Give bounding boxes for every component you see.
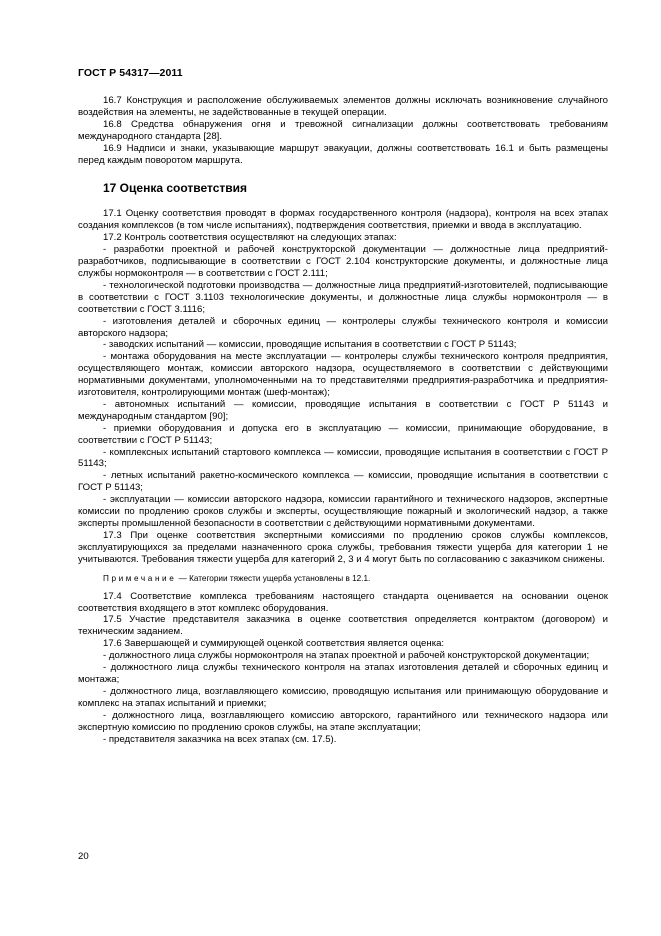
- list-item: - должностного лица службы технического контроля на этапах изготовления деталей и сборочных единиц и монтажа;: [78, 662, 608, 685]
- list-item: - должностного лица службы нормоконтроля на этапах проектной и рабочей конструкторской документации;: [103, 650, 590, 662]
- list-item: - должностного лица, возглавляющего комиссию, проводящую испытания или принимающую оборудование и комплекс на этапах испытаний и приемки;: [78, 685, 608, 709]
- paragraph-17-5: 17.5 Участие представителя заказчика в оценке соответствия определяется контрактом (договором) и техническим заданием.: [78, 614, 608, 638]
- document-header: ГОСТ Р 54317—2011: [78, 67, 183, 79]
- list-item: - автономных испытаний — комиссии, проводящие испытания в соответствии с ГОСТ Р 51143 и международным стандартом [90];: [78, 398, 608, 422]
- paragraph-17-1: 17.1 Оценку соответствия проводят в формах государственного контроля (надзора), контроля на всех этапах создания комплексов (в том числе испытаниях), подтверждения соответствия, приемки и ввода в эксплуатацию.: [78, 208, 608, 232]
- list-item: - технологической подготовки производства — должностные лица предприятий-изготовителей, подписывающие в соответствии с ГОСТ 3.1103 технологические документы, и должностные лица службы нормоконтроля — в соответствии с ГОСТ 3.1116;: [78, 279, 608, 315]
- list-item: - представителя заказчика на всех этапах (см. 17.5).: [103, 733, 337, 745]
- paragraph-16-7: 16.7 Конструкция и расположение обслуживаемых элементов должны исключать возникновение случайного воздействия на элементы, не задействованные в текущей операции.: [78, 95, 608, 118]
- paragraph-17-6: 17.6 Завершающей и суммирующей оценкой соответствия является оценка:: [103, 638, 445, 650]
- paragraph-16-9: 16.9 Надписи и знаки, указывающие маршрут эвакуации, должны соответствовать 16.1 и быть размещены перед каждым поворотом маршрута.: [78, 142, 608, 166]
- paragraph-17-4: 17.4 Соответствие комплекса требованиям настоящего стандарта оценивается на основании оценок соответствия входящего в этот комплекс оборудования.: [78, 590, 608, 614]
- note: [78, 573, 608, 584]
- note-label: Примечание: [103, 573, 177, 583]
- page-number: 20: [78, 851, 89, 862]
- page-content: [78, 95, 608, 745]
- list-item: - комплексных испытаний стартового комплекса — комиссии, проводящие испытания в соответствии с ГОСТ Р 51143;: [78, 446, 608, 470]
- list-item: - разработки проектной и рабочей конструкторской документации — должностные лица предприятий-разработчиков, подписывающие в соответствии с ГОСТ 2.104 конструкторские документы, и должностные лица службы нормоконтроля — в соответствии с ГОСТ 2.111;: [78, 244, 608, 279]
- list-item: - изготовления деталей и сборочных единиц — контролеры службы технического контроля и комиссии авторского надзора;: [78, 315, 608, 339]
- paragraph-16-8: 16.8 Средства обнаружения огня и тревожной сигнализации должны соответствовать требованиям международного стандарта [28].: [78, 118, 608, 142]
- list-item: - летных испытаний ракетно-космического комплекса — комиссии, проводящие испытания в соответствии с ГОСТ Р 51143;: [78, 470, 608, 494]
- paragraph-17-2: 17.2 Контроль соответствия осуществляют на следующих этапах:: [103, 232, 397, 244]
- list-item: - приемки оборудования и допуска его в эксплуатацию — комиссии, принимающие оборудование, в соответствии с ГОСТ Р 51143;: [78, 422, 608, 446]
- note-text: — Категории тяжести ущерба установлены в 12.1.: [176, 573, 371, 583]
- list-item: - монтажа оборудования на месте эксплуатации — контролеры службы технического контроля предприятия, осуществляющего монтаж, комиссии авторского надзора, осуществляемого в соответствии с действующими нормативными документами, уполномоченными на то представителями предприятия-разработчика и предприятия-изготовителя, контролирующими монтаж (шеф-монтаж);: [78, 351, 608, 399]
- list-item: - эксплуатации — комиссии авторского надзора, комиссии гарантийного и технического надзоров, экспертные комиссии по продлению сроков службы и эксперты, осуществляющие пожарный и экологический надзор, а также эксперты промышленной безопасности в соответствии с действующими нормативными документами.: [78, 494, 608, 529]
- list-item: - должностного лица, возглавляющего комиссию авторского, гарантийного или технического надзора или экспертную комиссию по продлению сроков службы, на этапе эксплуатации;: [78, 709, 608, 733]
- list-item: - заводских испытаний — комиссии, проводящие испытания в соответствии с ГОСТ Р 51143;: [103, 339, 517, 351]
- section-title: 17 Оценка соответствия: [103, 181, 247, 196]
- paragraph-17-3: 17.3 При оценке соответствия экспертными комиссиями по продлению сроков службы комплексов, эксплуатирующихся за пределами назначенного срока службы, требования тяжести ущерба для категории 1 не учитываются. Требования тяжести ущерба для категорий 2, 3 и 4 могут быть по согласованию с заказчиком снижены.: [78, 529, 608, 565]
